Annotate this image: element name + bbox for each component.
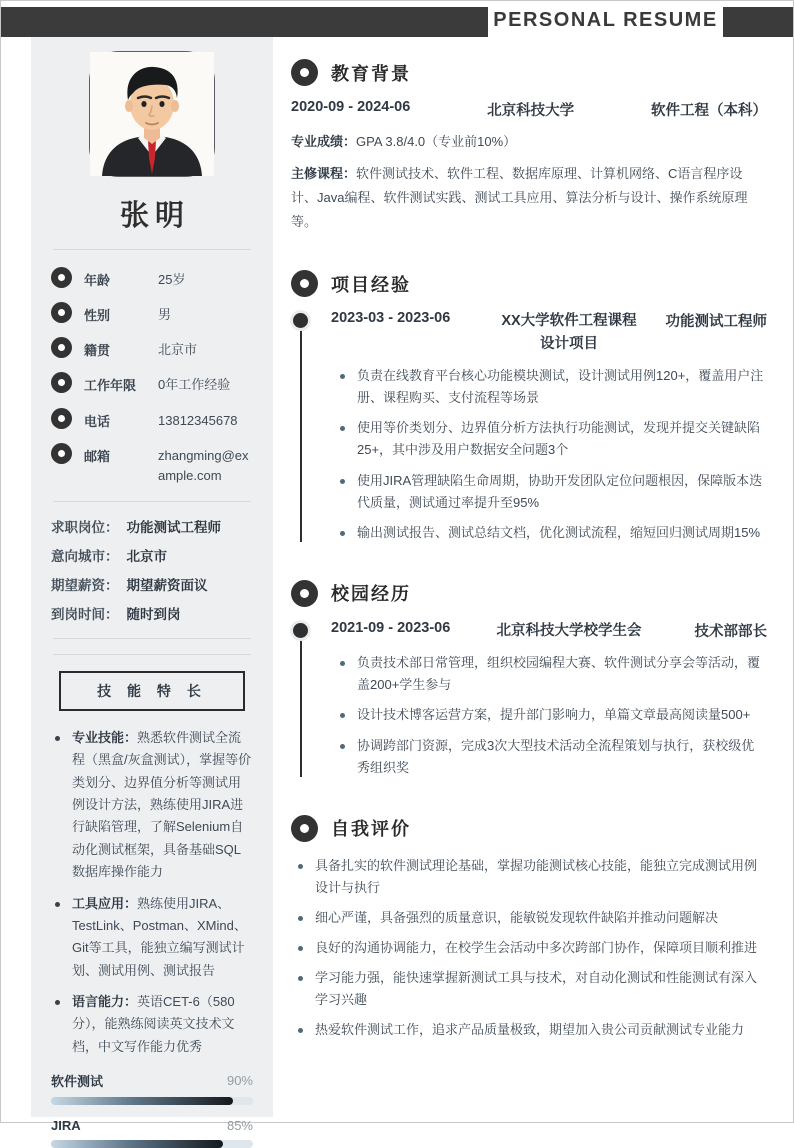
info-value: zhangming@example.com [158,447,249,483]
avatar [89,51,215,177]
courses-label: 主修课程： [291,166,357,182]
intent-label: 意向城市： [51,548,119,564]
intent-value: 期望薪资面议 [126,577,208,593]
skill-list [51,727,253,1058]
info-value: 13812345678 [158,412,238,428]
main-column [291,45,767,1049]
intent-label: 到岗时间： [51,606,119,622]
list-item: 学习能力强，能快速掌握新测试工具与技术，对自动化测试和性能测试有深入学习兴趣 [291,967,767,1011]
banner-title: PERSONAL RESUME [493,8,718,31]
email-dot-icon [51,443,72,464]
list-item: 具备扎实的软件测试理论基础，掌握功能测试核心技能，能独立完成测试用例设计与执行 [291,855,767,899]
section-title: 教育背景 [331,63,411,84]
divider [53,501,251,502]
gender-dot-icon [51,302,72,323]
gpa-label: 专业成绩： [291,134,357,149]
project-entry-header [331,310,767,355]
list-item: 负责技术部日常管理，组织校园编程大赛、软件测试分享会等活动，覆盖200+学生参与 [331,652,767,696]
intent-row-salary [51,574,253,594]
entry-period: 2021-09 - 2023-06 [331,619,451,636]
section-title: 校园经历 [331,584,411,605]
intent-label: 求职岗位： [51,519,119,535]
education-header-row [291,99,767,120]
phone-dot-icon [51,408,72,429]
section-bullet-icon [291,270,318,297]
skill-item-professional [51,727,253,884]
info-label: 工作年限 [84,378,137,394]
section-education [291,59,767,234]
skill-label: 工具应用： [72,895,138,911]
sidebar [31,37,273,1134]
info-row-experience [51,372,253,395]
age-dot-icon [51,267,72,288]
section-title: 自我评价 [331,819,411,840]
bar-percent: 85% [226,1118,253,1134]
experience-dot-icon [51,372,72,393]
list-item: 热爱软件测试工作，追求产品质量极致，期望加入贵公司贡献测试专业能力 [291,1019,767,1041]
list-item: 使用JIRA管理缺陷生命周期，协助开发团队定位问题根因，保障版本迭代质量，测试通过率提升至95% [331,470,767,514]
info-label: 年龄 [84,273,111,288]
intent-value: 随时到岗 [126,606,181,622]
info-value: 男 [158,307,172,323]
info-row-email [51,443,253,486]
campus-entry [331,620,767,779]
info-value: 25岁 [158,272,186,287]
bar-track [51,1140,253,1148]
candidate-name: 张明 [119,200,190,232]
skill-label: 专业技能： [72,729,138,745]
education-gpa-row [291,131,767,153]
bar-fill [51,1097,233,1105]
section-bullet-icon [291,580,318,607]
list-item: 细心严谨，具备强烈的质量意识，能敏锐发现软件缺陷并推动问题解决 [291,907,767,929]
info-label: 性别 [84,308,111,324]
education-courses-row [291,162,767,234]
hometown-dot-icon [51,337,72,358]
skill-text: 熟悉软件测试全流程（黑盒/灰盒测试），掌握等价类划分、边界值分析等测试用例设计方法，熟练使用JIRA进行缺陷管理，了解Selenium自动化测试框架，具备基础SQL数据库操作能力 [72,729,252,880]
section-title: 项目经验 [331,274,411,295]
entry-organization: XX大学软件工程课程设计项目 [501,313,637,352]
info-value: 北京市 [158,342,198,358]
project-entry [331,310,767,544]
list-item: 输出测试报告、测试总结文档，优化测试流程，缩短回归测试周期15% [331,522,767,544]
skill-text: 熟练使用JIRA、TestLink、Postman、XMind、Git等工具，能独立编写测试计划、测试用例、测试报告 [72,895,247,978]
section-bullet-icon [291,815,318,842]
intent-value: 功能测试工程师 [126,519,221,535]
entry-role: 功能测试工程师 [665,314,767,331]
intent-row-availability [51,603,253,623]
skills-title-box [59,671,245,711]
bar-percent: 90% [226,1073,253,1089]
skill-item-language [51,991,253,1058]
divider [53,638,251,639]
bar-track [51,1097,253,1105]
campus-bullet-list [331,652,767,778]
divider [53,654,251,655]
personal-info-list [51,267,253,486]
section-campus [291,580,767,779]
list-item: 良好的沟通协调能力，在校学生会活动中多次跨部门协作，保障项目顺利推进 [291,937,767,959]
info-row-age [51,267,253,290]
education-school: 北京科技大学 [487,103,575,119]
gpa-value: GPA 3.8/4.0（专业前10%） [356,134,517,149]
list-item: 负责在线教育平台核心功能模块测试，设计测试用例120+，覆盖用户注册、课程购买、支付流程等场景 [331,365,767,409]
timeline-dot-icon [293,623,308,638]
education-major: 软件工程（本科） [651,103,767,119]
divider [53,249,251,250]
info-value: 0年工作经验 [158,377,231,393]
info-row-gender [51,302,253,325]
intent-label: 期望薪资： [51,577,119,593]
skills-title: 技 能 特 长 [97,682,207,699]
intent-row-position [51,516,253,536]
list-item: 协调跨部门资源，完成3次大型技术活动全流程策划与执行，获校级优秀组织奖 [331,735,767,779]
list-item: 使用等价类划分、边界值分析方法执行功能测试，发现并提交关键缺陷25+，其中涉及用户数据安全问题3个 [331,417,767,461]
list-item: 设计技术博客运营方案，提升部门影响力，单篇文章最高阅读量500+ [331,704,767,726]
bar-label: 软件测试 [51,1074,104,1090]
courses-text: 软件测试技术、软件工程、数据库原理、计算机网络、C语言程序设计、Java编程、软件测试实践、测试工具应用、算法分析与设计、操作系统原理等。 [291,166,748,230]
skill-label: 语言能力： [72,993,138,1009]
banner-box [488,1,723,39]
info-row-hometown [51,337,253,360]
info-label: 电话 [84,413,111,429]
timeline-dot-icon [293,313,308,328]
info-label: 邮箱 [84,448,111,464]
info-label: 籍贯 [84,343,111,359]
info-row-phone [51,408,253,431]
campus-entry-header [331,620,767,642]
entry-role: 技术部部长 [694,623,767,640]
section-projects [291,270,767,544]
bar-label: JIRA [51,1118,81,1134]
job-intent-list [51,516,253,623]
skill-bar-software-testing [51,1071,253,1105]
entry-period: 2023-03 - 2023-06 [331,310,451,327]
self-evaluation-list [291,855,767,1042]
avatar-illustration [90,52,214,176]
project-bullet-list [331,365,767,544]
bar-fill [51,1140,223,1148]
entry-organization: 北京科技大学校学生会 [496,622,642,639]
skill-bar-jira [51,1118,253,1148]
intent-row-city [51,545,253,565]
section-bullet-icon [291,59,318,86]
skill-text: 英语CET-6（580分），能熟练阅读英文技术文档，中文写作能力优秀 [72,993,235,1054]
skill-item-tools [51,893,253,982]
section-self-evaluation [291,815,767,1042]
education-period: 2020-09 - 2024-06 [291,99,411,115]
intent-value: 北京市 [126,548,167,564]
